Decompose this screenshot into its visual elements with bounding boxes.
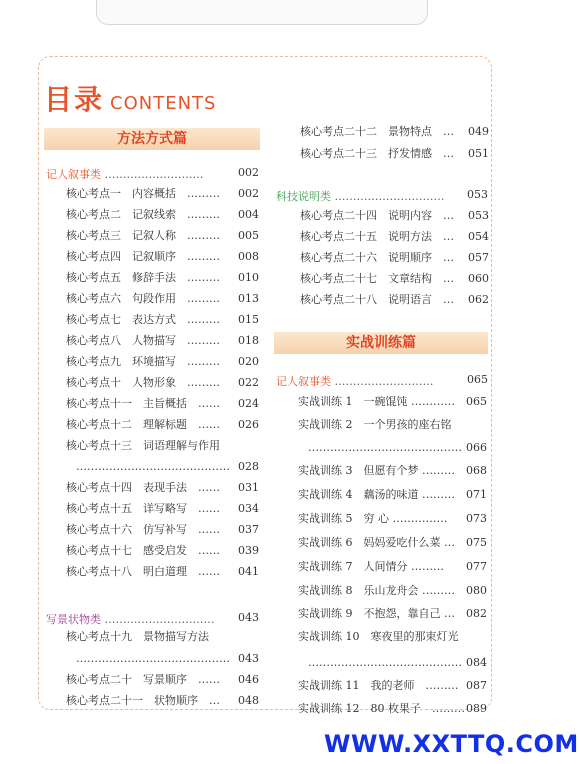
left-page-number: 034: [238, 502, 259, 515]
science-page-number: 062: [468, 293, 489, 306]
practice-entry[interactable]: 实战训练 10 寒夜里的那束灯光: [298, 630, 459, 643]
left-entry[interactable]: 核心考点五 修辞手法 ………: [66, 271, 220, 284]
left-page-number: 046: [238, 673, 259, 686]
left-page-number: 018: [238, 334, 259, 347]
left-entry[interactable]: 核心考点十七 感受启发 ……: [66, 544, 220, 557]
right-top-page-number: 049: [468, 125, 489, 138]
left-entry[interactable]: 核心考点三 记叙人称 ………: [66, 229, 220, 242]
practice-page-number: 066: [466, 441, 487, 454]
category-science[interactable]: 科技说明类 …………………………: [276, 190, 445, 203]
title-cn: 目录: [44, 83, 105, 116]
practice-entry[interactable]: 实战训练 5 穷 心 ……………: [298, 512, 448, 525]
practice-entry[interactable]: 实战训练 1 一碗馄饨 …………: [298, 395, 455, 408]
left-page-number: 005: [238, 229, 259, 242]
left-entry[interactable]: 核心考点四 记叙顺序 ………: [66, 250, 220, 263]
practice-page-number: 080: [466, 584, 487, 597]
right-top-page-number: 051: [468, 147, 489, 160]
practice-entry[interactable]: 实战训练 12 80 枚果子 ………: [298, 702, 465, 715]
left-entry[interactable]: 核心考点十三 词语理解与作用: [66, 439, 220, 452]
left-entry[interactable]: 核心考点十一 主旨概括 ……: [66, 397, 220, 410]
category-narrative-page: 002: [238, 166, 259, 179]
practice-entry[interactable]: 实战训练 11 我的老师 ………: [298, 679, 459, 692]
category-scenery-page: 043: [238, 611, 259, 624]
practice-entry[interactable]: 实战训练 4 藕汤的味道 ………: [298, 488, 455, 501]
practice-page-number: 082: [466, 607, 487, 620]
practice-page-number: 065: [466, 395, 487, 408]
right-top-entry[interactable]: 核心考点二十二 景物特点 …: [300, 125, 454, 138]
category-scenery[interactable]: 写景状物类 …………………………: [46, 613, 215, 626]
practice-page-number: 089: [466, 702, 487, 715]
practice-entry[interactable]: ……………………………………: [308, 656, 462, 669]
left-page-number: 002: [238, 187, 259, 200]
left-entry[interactable]: ……………………………………: [76, 652, 230, 665]
practice-page-number: 071: [466, 488, 487, 501]
category-practice-narrative[interactable]: 记人叙事类 ………………………: [276, 375, 434, 388]
watermark: WWW.XXTTQ.COM: [324, 730, 579, 758]
left-entry[interactable]: 核心考点十五 详写略写 ……: [66, 502, 220, 515]
practice-entry[interactable]: 实战训练 3 但愿有个梦 ………: [298, 464, 455, 477]
left-entry[interactable]: 核心考点六 句段作用 ………: [66, 292, 220, 305]
left-entry[interactable]: 核心考点九 环境描写 ………: [66, 355, 220, 368]
left-page-number: 022: [238, 376, 259, 389]
left-page-number: 039: [238, 544, 259, 557]
left-entry[interactable]: 核心考点十八 明白道理 ……: [66, 565, 220, 578]
left-page-number: 031: [238, 481, 259, 494]
left-entry[interactable]: 核心考点二十一 状物顺序 …: [66, 694, 220, 707]
left-page-number: 020: [238, 355, 259, 368]
practice-entry[interactable]: ……………………………………: [308, 441, 462, 454]
practice-page-number: 073: [466, 512, 487, 525]
practice-page-number: 087: [466, 679, 487, 692]
left-page-number: 008: [238, 250, 259, 263]
practice-page-number: 084: [466, 656, 487, 669]
left-page-number: 048: [238, 694, 259, 707]
science-entry[interactable]: 核心考点二十四 说明内容 …: [300, 209, 454, 222]
practice-entry[interactable]: 实战训练 8 乐山龙舟会 ………: [298, 584, 455, 597]
page-title: [44, 78, 216, 118]
left-page-number: 043: [238, 652, 259, 665]
top-tab-decoration: [96, 0, 428, 25]
left-page-number: 015: [238, 313, 259, 326]
practice-entry[interactable]: 实战训练 7 人间情分 ………: [298, 560, 444, 573]
science-entry[interactable]: 核心考点二十七 文章结构 …: [300, 272, 454, 285]
left-entry[interactable]: 核心考点十二 理解标题 ……: [66, 418, 220, 431]
left-entry[interactable]: 核心考点二 记叙线索 ………: [66, 208, 220, 221]
science-entry[interactable]: 核心考点二十八 说明语言 …: [300, 293, 454, 306]
left-entry[interactable]: 核心考点十四 表现手法 ……: [66, 481, 220, 494]
left-page-number: 028: [238, 460, 259, 473]
left-page-number: 004: [238, 208, 259, 221]
left-entry[interactable]: 核心考点八 人物描写 ………: [66, 334, 220, 347]
section-banner-methods: 方法方式篇: [44, 128, 260, 150]
science-entry[interactable]: 核心考点二十五 说明方法 …: [300, 230, 454, 243]
practice-page-number: 077: [466, 560, 487, 573]
practice-page-number: 075: [466, 536, 487, 549]
section-banner-practice: 实战训练篇: [274, 332, 488, 354]
left-page-number: 013: [238, 292, 259, 305]
left-page-number: 010: [238, 271, 259, 284]
category-practice-page: 065: [467, 373, 488, 386]
practice-page-number: 068: [466, 464, 487, 477]
left-entry[interactable]: 核心考点七 表达方式 ………: [66, 313, 220, 326]
science-page-number: 057: [468, 251, 489, 264]
left-entry[interactable]: 核心考点二十 写景顺序 ……: [66, 673, 220, 686]
practice-entry[interactable]: 实战训练 2 一个男孩的座右铭: [298, 418, 452, 431]
left-page-number: 041: [238, 565, 259, 578]
left-page-number: 026: [238, 418, 259, 431]
science-page-number: 054: [468, 230, 489, 243]
practice-entry[interactable]: 实战训练 6 妈妈爱吃什么菜 …: [298, 536, 455, 549]
left-entry[interactable]: 核心考点十六 仿写补写 ……: [66, 523, 220, 536]
science-page-number: 053: [468, 209, 489, 222]
left-entry[interactable]: 核心考点十 人物形象 ………: [66, 376, 220, 389]
left-page-number: 037: [238, 523, 259, 536]
left-entry[interactable]: 核心考点一 内容概括 ………: [66, 187, 220, 200]
title-en: CONTENTS: [110, 93, 217, 114]
right-top-entry[interactable]: 核心考点二十三 抒发情感 …: [300, 147, 454, 160]
science-entry[interactable]: 核心考点二十六 说明顺序 …: [300, 251, 454, 264]
left-entry[interactable]: 核心考点十九 景物描写方法: [66, 630, 209, 643]
science-page-number: 060: [468, 272, 489, 285]
category-science-page: 053: [467, 188, 488, 201]
left-page-number: 024: [238, 397, 259, 410]
left-entry[interactable]: ……………………………………: [76, 460, 230, 473]
practice-entry[interactable]: 实战训练 9 不抱怨，靠自己 …: [298, 607, 455, 620]
category-narrative[interactable]: 记人叙事类 ………………………: [46, 168, 204, 181]
